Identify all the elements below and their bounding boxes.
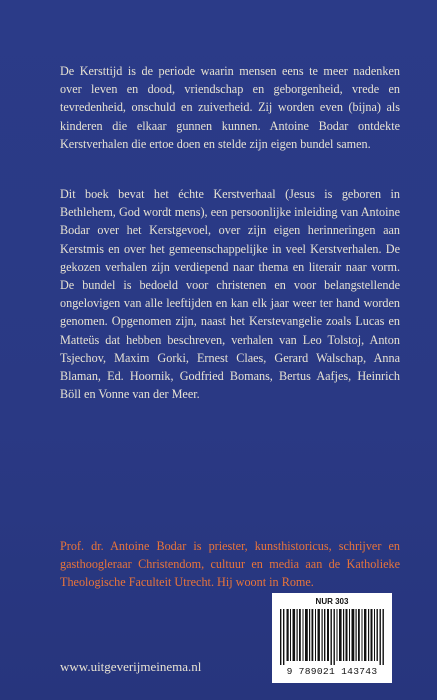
author-bio: Prof. dr. Antoine Bodar is priester, kunsthistoricus, schrijver en gasthoogleraar Christendom, cultuur en media aan de Katholieke Theologische Faculteit Utrecht. Hij woont in Rome. — [60, 539, 400, 590]
nur-code: NUR 303 — [315, 597, 349, 606]
barcode-icon — [278, 609, 386, 665]
publisher-website: www.uitgeverijmeinema.nl — [60, 659, 202, 674]
blurb-paragraph-1: De Kersttijd is de periode waarin mensen eens te meer nadenken over leven en dood, vriendschap en geborgenheid, vrede en tevredenheid, onschuld en zuiverheid. Zij worden even (bijna) als kinderen die elkaar gunnen kunnen. Antoine Bodar ontdekte Kerstverhalen die ertoe doen en stelde zijn eigen bundel samen. — [60, 64, 400, 151]
blurb-paragraph-2: Dit boek bevat het échte Kerstverhaal (Jesus is geboren in Bethlehem, God wordt mens), een persoonlijke inleiding van Antoine Bodar over het Kerstgevoel, over zijn eigen herinneringen aan Kerstmis en over het gemeenschappelijke in veel Kerstverhalen. De gekozen verhalen zijn verdiepend naar thema en literair naar vorm. De bundel is bedoeld voor christenen en voor belangstellende ongelovigen van alle leeftijden en kan elk jaar weer ter hand worden genomen. Opgenomen zijn, naast het Kerstevangelie zoals Lucas en Matteüs dat hebben beschreven, verhalen van Leo Tolstoj, Anton Tsjechov, Maxim Gorki, Ernest Claes, Gerard Walschap, Anna Blaman, Ed. Hoornik, Godfried Bomans, Bertus Aafjes, Heinrich Böll en Vonne van der Meer. — [60, 187, 400, 402]
isbn-number: 9 789021 143743 — [286, 666, 378, 677]
barcode-label — [272, 593, 392, 683]
